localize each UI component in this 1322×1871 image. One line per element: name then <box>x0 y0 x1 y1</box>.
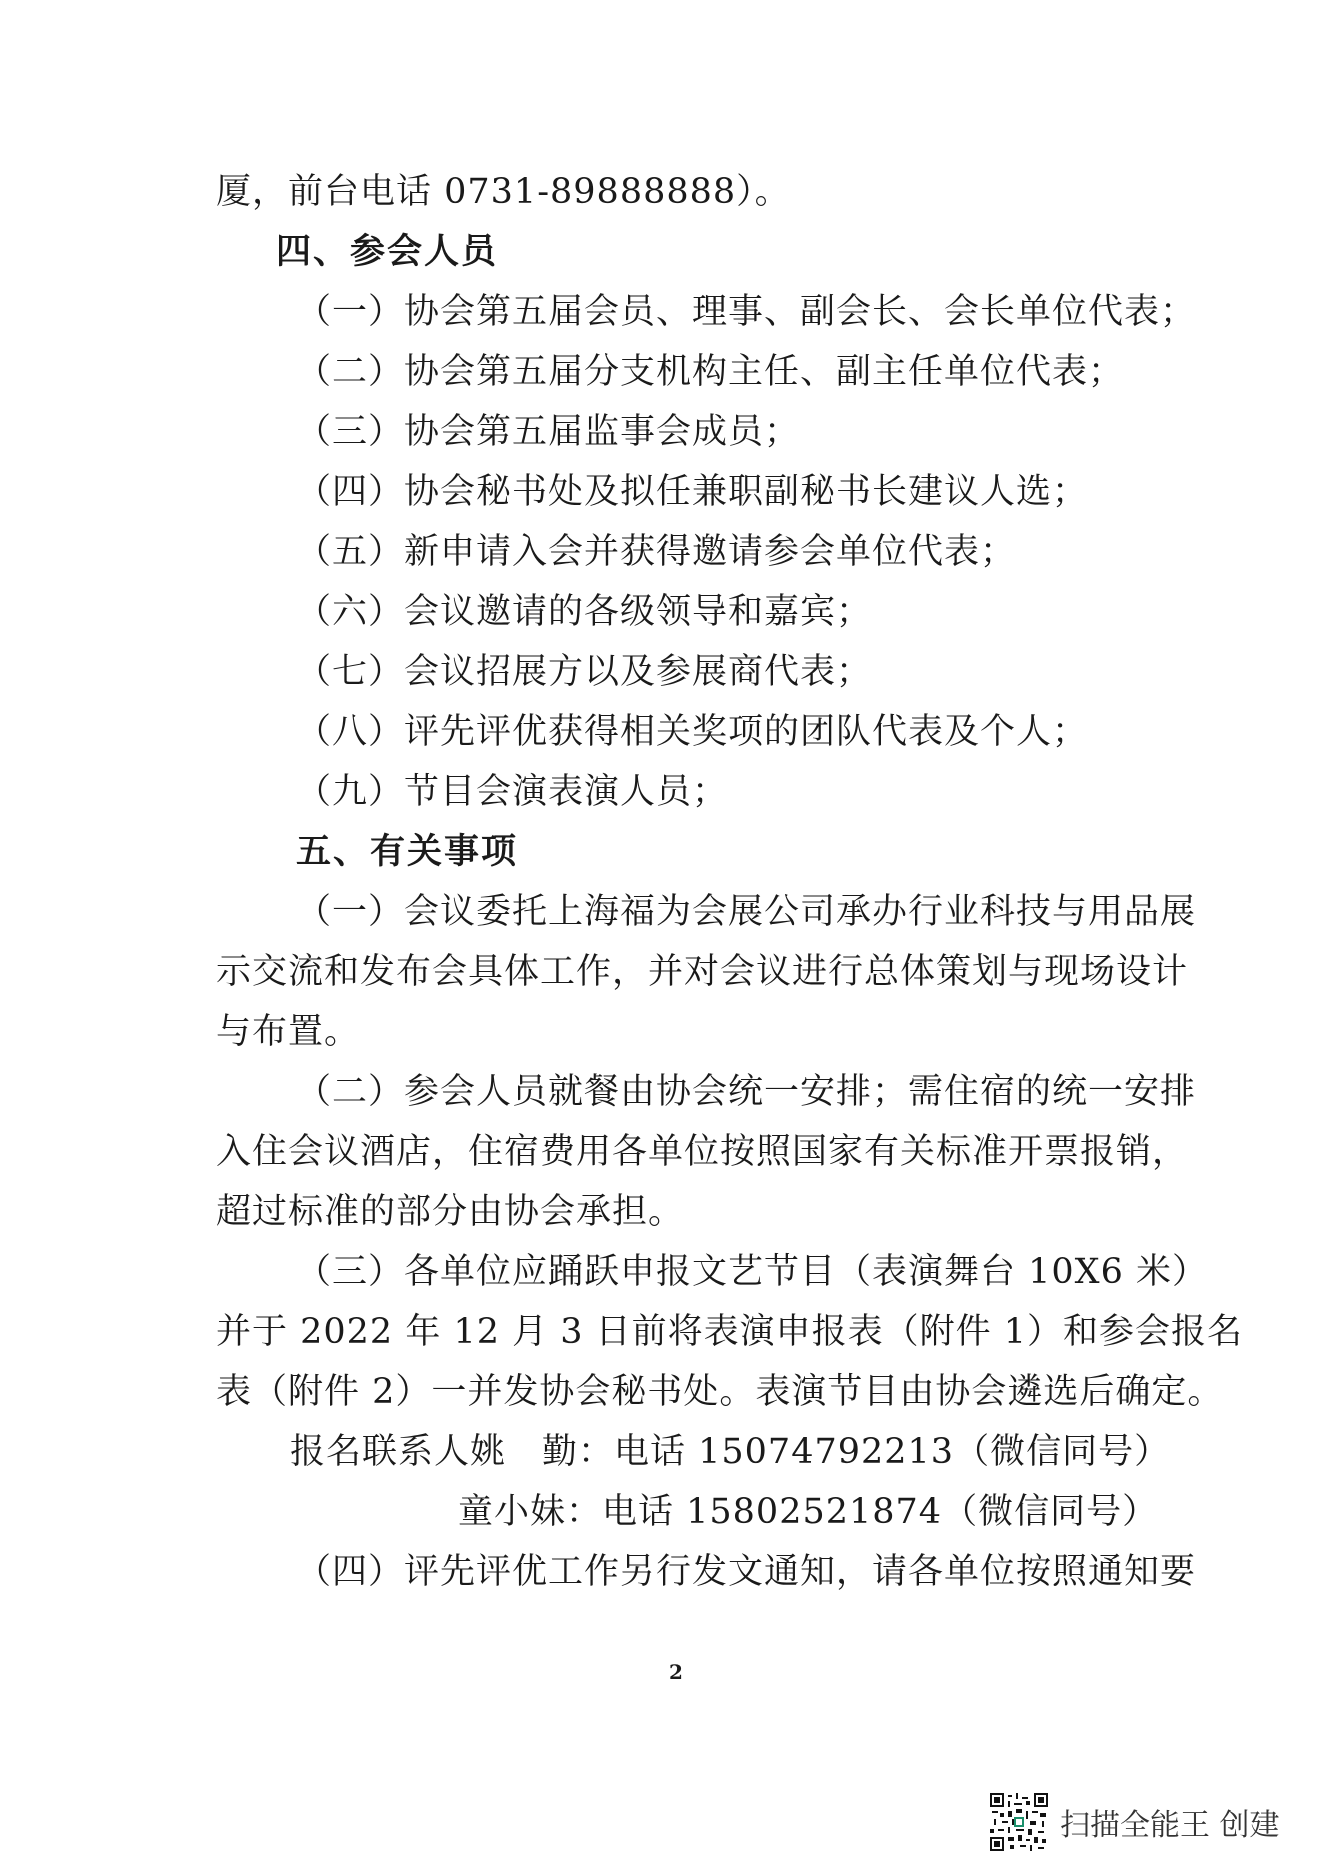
paragraph-line: 厦，前台电话 0731-89888888）。 <box>216 172 791 212</box>
watermark-text: 扫描全能王 创建 <box>1060 1808 1280 1843</box>
list-item: （九）节目会演表演人员； <box>296 772 729 812</box>
section-heading-matters: 五、有关事项 <box>296 832 519 872</box>
paragraph-line: （一）会议委托上海福为会展公司承办行业科技与用品展 <box>296 892 1197 932</box>
paragraph-line: 入住会议酒店，住宿费用各单位按照国家有关标准开票报销， <box>216 1132 1189 1172</box>
paragraph-line: 与布置。 <box>216 1012 361 1052</box>
list-item: （七）会议招展方以及参展商代表； <box>296 652 873 692</box>
paragraph-line: 超过标准的部分由协会承担。 <box>216 1192 685 1232</box>
paragraph-line: （三）各单位应踊跃申报文艺节目（表演舞台 10X6 米） <box>296 1252 1208 1292</box>
paragraph-line: 示交流和发布会具体工作，并对会议进行总体策划与现场设计 <box>216 952 1189 992</box>
list-item: （六）会议邀请的各级领导和嘉宾； <box>296 592 873 632</box>
list-item: （二）协会第五届分支机构主任、副主任单位代表； <box>296 352 1125 392</box>
paragraph-line: （二）参会人员就餐由协会统一安排；需住宿的统一安排 <box>296 1072 1197 1112</box>
scanner-watermark <box>990 1792 1280 1852</box>
page-number: 2 <box>669 1660 683 1684</box>
section-heading-participants: 四、参会人员 <box>276 232 499 272</box>
list-item: （三）协会第五届监事会成员； <box>296 412 801 452</box>
qr-code-icon <box>990 1793 1048 1851</box>
paragraph-line: （四）评先评优工作另行发文通知，请各单位按照通知要 <box>296 1552 1197 1592</box>
list-item: （五）新申请入会并获得邀请参会单位代表； <box>296 532 1017 572</box>
contact-line: 报名联系人姚 勤：电话 15074792213（微信同号） <box>290 1432 1171 1472</box>
contact-line: 童小妹：电话 15802521874（微信同号） <box>458 1492 1159 1532</box>
paragraph-line: 并于 2022 年 12 月 3 日前将表演申报表（附件 1）和参会报名 <box>216 1312 1244 1352</box>
list-item: （一）协会第五届会员、理事、副会长、会长单位代表； <box>296 292 1197 332</box>
list-item: （八）评先评优获得相关奖项的团队代表及个人； <box>296 712 1089 752</box>
paragraph-line: 表（附件 2）一并发协会秘书处。表演节目由协会遴选后确定。 <box>216 1372 1224 1412</box>
list-item: （四）协会秘书处及拟任兼职副秘书长建议人选； <box>296 472 1089 512</box>
